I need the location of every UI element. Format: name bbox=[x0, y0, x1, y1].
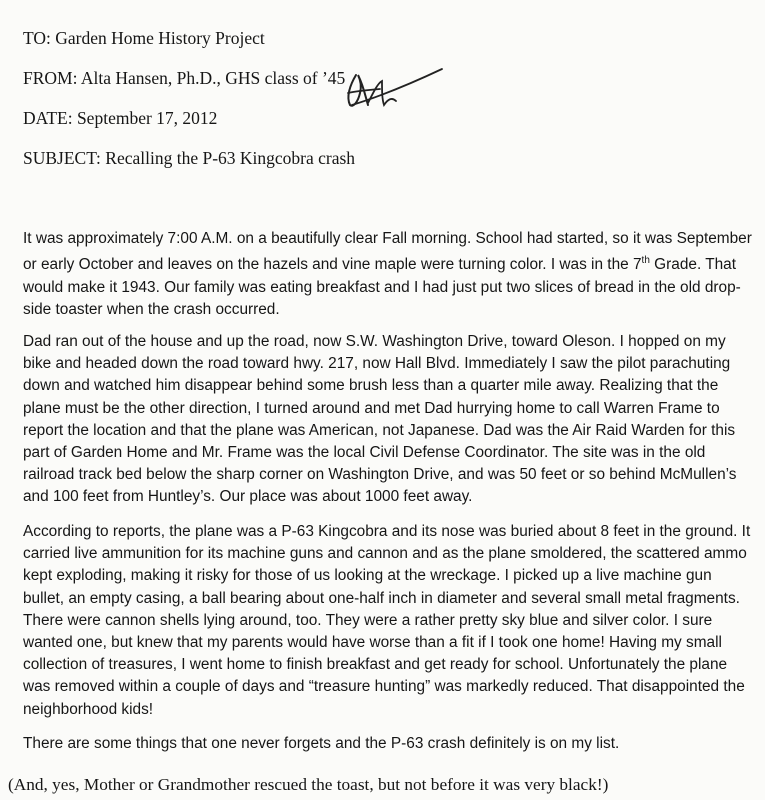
memo-to: TO: Garden Home History Project bbox=[23, 28, 265, 48]
signature-icon bbox=[338, 55, 448, 115]
ordinal-suffix: th bbox=[641, 255, 650, 267]
paragraph-3: According to reports, the plane was a P-63 Kingcobra and its nose was buried about 8 feet in the ground. It carried live ammunition for its machine guns and cannon and as the plane smoldered, the scattered ammo kept exploding, making it risky for those of us looking at the wreckage. I picked up a live machine gun bullet, an empty casing, a ball bearing about one-half inch in diameter and several small metal fragments. There were cannon shells lying around, too. They were a rather pretty sky blue and silver color. I sure wanted one, but knew that my parents would have worse than a fit if I took one home! Having my small collection of treasures, I went home to finish breakfast and get ready for school. Unfortunately the plane was removed within a couple of days and “treasure hunting” was markedly reduced. That disappointed the neighborhood kids! bbox=[23, 523, 751, 718]
paragraph-2: Dad ran out of the house and up the road, now S.W. Washington Drive, toward Oleson. I hopped on my bike and headed down the road toward hwy. 217, now Hall Blvd. Immediately I saw the pilot parachuting down and watched him disappear behind some brush less than a quarter mile away. Realizing that the plane must be the other direction, I turned around and met Dad hurrying home to call Warren Frame to report the location and that the plane was American, not Japanese. Dad was the Air Raid Warden for this part of Garden Home and Mr. Frame was the local Civil Defense Coordinator. The site was in the old railroad track bed below the sharp corner on Washington Drive, and was 50 feet or so behind McMullen’s and 100 feet from Huntley’s. Our place was about 1000 feet away. bbox=[23, 333, 737, 506]
paragraph-1-text-cont: Grade. That would make it 1943. Our family was eating breakfast and I had just put two slices of bread in the old drop-side toaster when the crash occurred. bbox=[23, 256, 741, 318]
memo-subject: SUBJECT: Recalling the P-63 Kingcobra crash bbox=[23, 148, 356, 168]
paragraph-4: There are some things that one never forgets and the P-63 crash definitely is on my list. bbox=[23, 735, 620, 752]
memo-date: DATE: September 17, 2012 bbox=[23, 108, 218, 128]
closing-remark: (And, yes, Mother or Grandmother rescued the toast, but not before it was very black!) bbox=[8, 775, 609, 794]
paragraph-1-text: It was approximately 7:00 A.M. on a beautifully clear Fall morning. School had started, so it was September or early October and leaves on the hazels and vine maple were turning color. I was in the 7 bbox=[23, 230, 752, 274]
memo-from: FROM: Alta Hansen, Ph.D., GHS class of ’45 bbox=[23, 68, 346, 88]
paragraph-1 bbox=[23, 228, 753, 321]
